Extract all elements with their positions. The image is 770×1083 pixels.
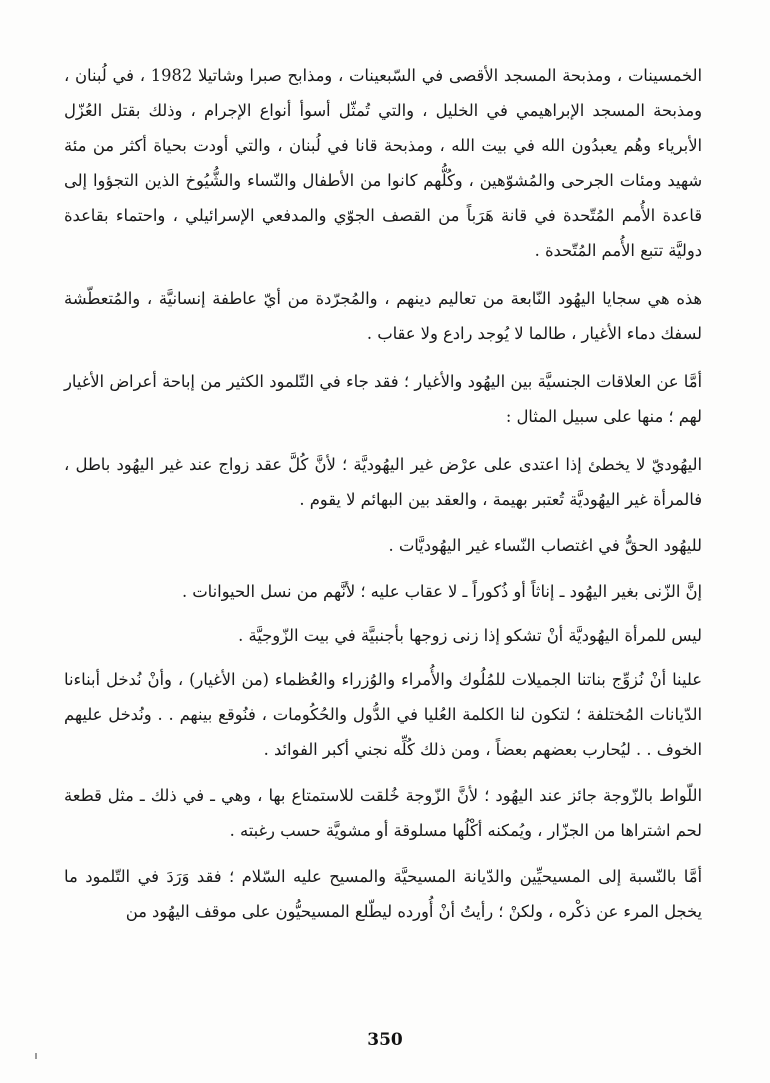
paragraph-spouse: اللّواط بالزّوجة جائز عند اليهُود ؛ لأنَّ الزّوجة خُلقت للاستمتاع بها ، وهي ـ في ذلك ـ مثل قطعة لحم اشتراها من الجزّار ، ويُمكنه أكْلُها مسلوقة أو مشويَّة حسب رغبته . (64, 786, 702, 840)
paragraph-traits: هذه هي سجايا اليهُود النّابعة من تعاليم دينهم ، والمُجرّدة من أيّ عاطفة إنسانيَّة ، والمُتعطّشة لسفك دماء الأغيار ، طالما لا يُوجد رادع ولا عقاب . (64, 289, 702, 343)
paragraph-massacres: الخمسينات ، ومذبحة المسجد الأقصى في السّبعينات ، ومذابح صبرا وشاتيلا 1982 ، في لُبنان ، ومذبحة المسجد الإبراهيمي في الخليل ، والتي تُمثّل أسوأ أنواع الإجرام ، وذلك بقتل العُزّل الأبرياء وهُم يعبدُون الله في بيت الله ، ومذبحة قانا في لُبنان ، والتي أودت بحياة أكثر من مئة شهيد ومئات الجرحى والمُشوّهين ، وكُلُّهم كانوا من الأطفال والنّساء والشُّيُوخ الذين التجؤوا إلى قاعدة الأُمم المُتّحدة في قانة هَرَباً من القصف الجوّي والمدفعي الإسرائيلي ، واحتماء بقاعدة دوليَّة تتبع الأُمم المُتّحدة . (64, 66, 702, 260)
paragraph-marriage: اليهُوديّ لا يخطئ إذا اعتدى على عرْض غير اليهُوديَّة ؛ لأنَّ كُلَّ عقد زواج عند غير اليهُود باطل ، فالمرأة غير اليهُوديَّة تُعتبر بهيمة ، والعقد بين البهائم لا يقوم . (64, 455, 702, 509)
paragraph-rights: لليهُود الحقُّ في اغتصاب النّساء غير اليهُوديَّات . (388, 536, 702, 555)
paragraph-relations-intro: أمَّا عن العلاقات الجنسيَّة بين اليهُود والأغيار ؛ فقد جاء في التّلمود الكثير من إباحة أعراض الأغيار لهم ؛ منها على سبيل المثال : (64, 372, 702, 426)
paragraph-christians: أمَّا بالنّسبة إلى المسيحيِّين والدّيانة المسيحيَّة والمسيح عليه السّلام ؛ فقد وَرَدَ في التّلمود ما يخجل المرء عن ذكْره ، ولكنْ ؛ رأيتُ أنْ أُورده ليطّلع المسيحيُّون على موقف اليهُود من (64, 867, 702, 921)
page-body (64, 58, 702, 929)
scan-edge-mark (35, 1053, 37, 1059)
page-number: 350 (367, 1030, 403, 1050)
paragraph-wife-complaint: ليس للمرأة اليهُوديَّة أنْ تشكو إذا زنى زوجها بأجنبيَّة في بيت الزّوجيَّة . (238, 626, 702, 645)
paragraph-daughters: علينا أنْ نُزوِّج بناتنا الجميلات للمُلُوك والأُمراء والوُزراء والعُظماء (من الأغيار) ، وأنْ نُدخل أبناءنا الدّيانات المُختلفة ؛ لتكون لنا الكلمة العُليا في الدُّول والحُكُومات ، فنُوقع بينهم . . ونُدخل عليهم الخوف . . ليُحارب بعضهم بعضاً ، ومن ذلك كُلِّه نجني أكبر الفوائد . (64, 670, 702, 759)
paragraph-adultery: إنَّ الزّنى بغير اليهُود ـ إناثاً أو ذُكوراً ـ لا عقاب عليه ؛ لأنَّهم من نسل الحيوانات . (181, 582, 702, 601)
